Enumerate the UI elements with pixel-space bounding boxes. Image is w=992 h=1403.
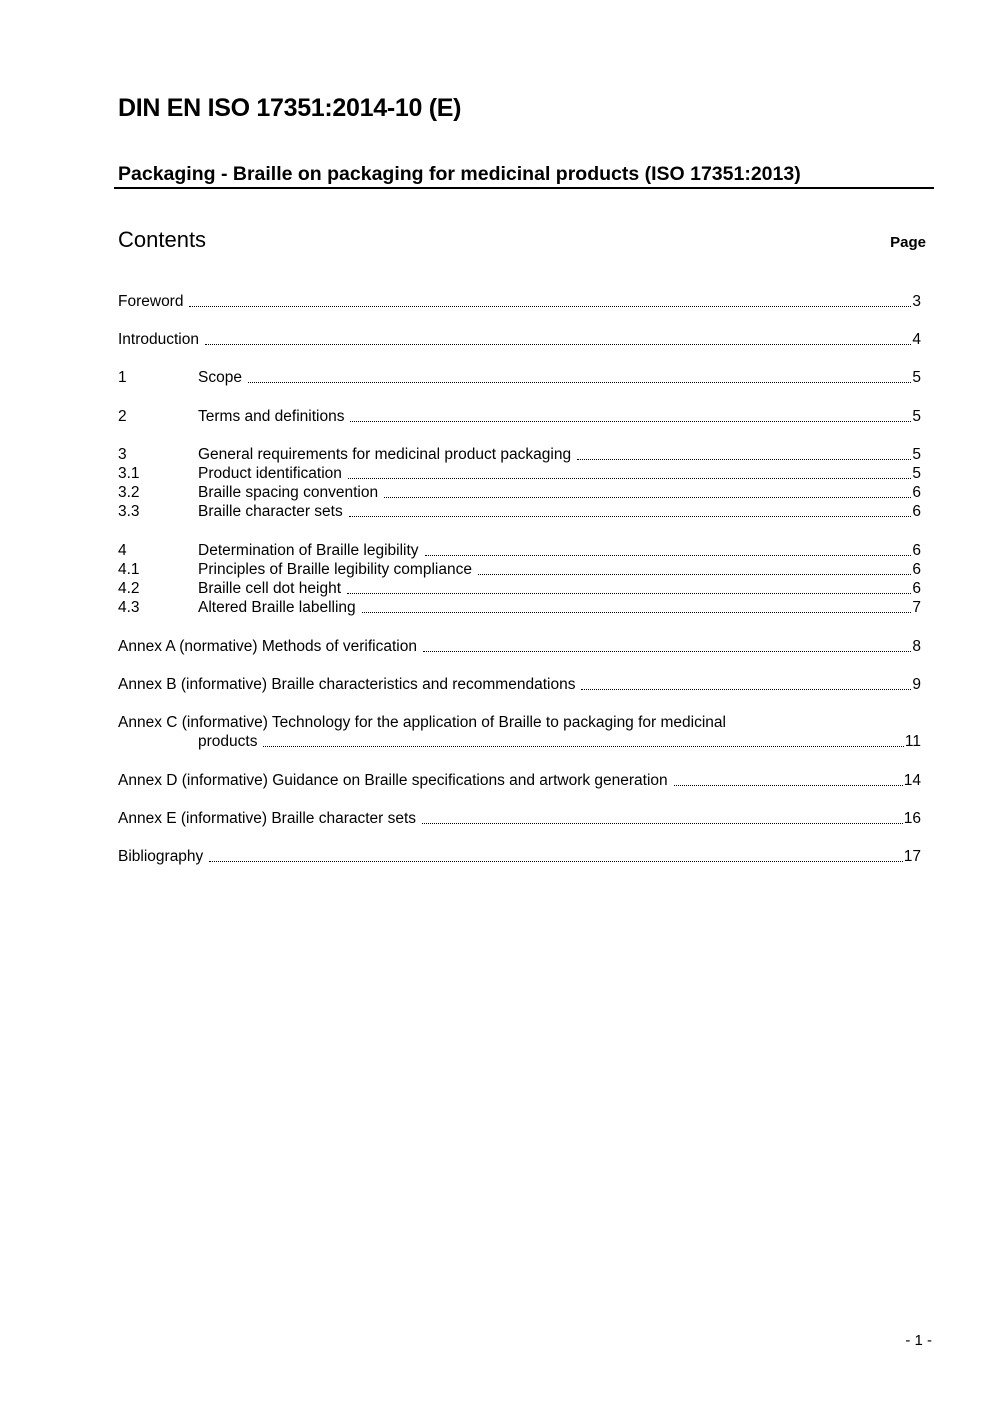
toc-entry-page: 7	[912, 599, 921, 616]
toc-entry-title: General requirements for medicinal product packaging	[198, 446, 572, 463]
toc-entry-annex-a[interactable]	[118, 637, 921, 656]
toc-leader	[478, 573, 911, 575]
toc-entry-page: 4	[912, 331, 921, 348]
document-title: DIN EN ISO 17351:2014-10 (E)	[118, 94, 462, 122]
subtitle-rule	[114, 162, 934, 189]
toc-entry-number: 4.1	[118, 561, 140, 578]
toc-leader	[425, 554, 912, 556]
toc-leader	[349, 515, 912, 517]
toc-entry-page: 11	[904, 733, 921, 750]
toc-entry-page: 3	[912, 293, 921, 310]
toc-entry-title: Terms and definitions	[198, 408, 345, 425]
toc-entry-annex-c-title[interactable]: Annex C (informative) Technology for the application of Braille to packaging for medicinal	[118, 714, 726, 731]
toc-entry-page: 6	[912, 542, 921, 559]
toc-entry-title: Annex D (informative) Guidance on Braille specifications and artwork generation	[118, 772, 668, 789]
toc-entry-title: Foreword	[118, 293, 184, 310]
toc-entry-number: 4.2	[118, 580, 140, 597]
toc-entry-page: 6	[912, 503, 921, 520]
toc-entry-number: 3.2	[118, 484, 140, 501]
toc-entry-page: 6	[912, 484, 921, 501]
toc-entry-4[interactable]	[118, 541, 921, 560]
toc-leader	[348, 477, 911, 479]
toc-entry-2[interactable]	[118, 407, 921, 426]
toc-leader	[581, 688, 911, 690]
toc-leader	[577, 458, 911, 460]
toc-entry-page: 17	[903, 848, 921, 865]
toc-leader	[248, 381, 911, 383]
toc-entry-title: Altered Braille labelling	[198, 599, 356, 616]
toc-leader	[384, 496, 911, 498]
toc-leader	[263, 745, 903, 747]
toc-leader	[189, 305, 911, 307]
toc-entry-annex-e[interactable]	[118, 809, 921, 828]
toc-leader	[674, 784, 903, 786]
toc-entry-page: 9	[912, 676, 921, 693]
toc-entry-4-2[interactable]	[118, 579, 921, 598]
footer-page-number: - 1 -	[905, 1332, 932, 1349]
toc-entry-title: Determination of Braille legibility	[198, 542, 419, 559]
toc-entry-title: Braille cell dot height	[198, 580, 342, 597]
toc-entry-page: 8	[912, 638, 921, 655]
toc-entry-bibliography[interactable]	[118, 847, 921, 866]
toc-entry-3-1[interactable]	[118, 464, 921, 483]
toc-entry-page: 5	[912, 369, 921, 386]
toc-entry-title: Principles of Braille legibility compliance	[198, 561, 472, 578]
toc-entry-title: Product identification	[198, 465, 342, 482]
toc-leader	[205, 343, 911, 345]
toc-leader	[350, 420, 911, 422]
page-column-heading: Page	[890, 234, 926, 251]
toc-entry-number: 3.1	[118, 465, 140, 482]
toc-entry-page: 6	[912, 580, 921, 597]
toc-leader	[423, 650, 911, 652]
toc-entry-title: Annex B (informative) Braille characteristics and recommendations	[118, 676, 576, 693]
toc-entry-title: Introduction	[118, 331, 199, 348]
document-subtitle: Packaging - Braille on packaging for medicinal products (ISO 17351:2013)	[118, 163, 801, 185]
toc-leader	[362, 611, 912, 613]
toc-entry-number: 4	[118, 542, 127, 559]
toc-entry-introduction[interactable]	[118, 330, 921, 349]
toc-entry-4-1[interactable]	[118, 560, 921, 579]
toc-leader	[347, 592, 911, 594]
toc-entry-number: 2	[118, 408, 127, 425]
toc-leader	[422, 822, 903, 824]
toc-entry-title: Scope	[198, 369, 242, 386]
toc-entry-title: Annex A (normative) Methods of verification	[118, 638, 417, 655]
toc-entry-page: 16	[903, 810, 921, 827]
toc-entry-page: 6	[912, 561, 921, 578]
toc-entry-3-3[interactable]	[118, 502, 921, 521]
toc-entry-title: Braille character sets	[198, 503, 343, 520]
toc-entry-1[interactable]	[118, 368, 921, 387]
toc-entry-annex-c[interactable]	[198, 732, 921, 751]
contents-heading: Contents	[118, 227, 207, 252]
toc-entry-page: 5	[912, 408, 921, 425]
toc-entry-number: 3.3	[118, 503, 140, 520]
toc-entry-3-2[interactable]	[118, 483, 921, 502]
toc-entry-3[interactable]	[118, 445, 921, 464]
toc-entry-number: 3	[118, 446, 127, 463]
toc-entry-title: Braille spacing convention	[198, 484, 379, 501]
toc-leader	[209, 860, 902, 862]
toc-entry-foreword[interactable]	[118, 292, 921, 311]
toc-entry-title-continuation: products	[198, 733, 258, 750]
toc-entry-4-3[interactable]	[118, 598, 921, 617]
toc-entry-page: 5	[912, 446, 921, 463]
toc-entry-page: 5	[912, 465, 921, 482]
toc-entry-page: 14	[903, 772, 921, 789]
toc-entry-title: Bibliography	[118, 848, 204, 865]
toc-entry-title: Annex E (informative) Braille character sets	[118, 810, 417, 827]
toc-entry-number: 4.3	[118, 599, 140, 616]
toc-entry-number: 1	[118, 369, 127, 386]
toc-entry-annex-d[interactable]	[118, 771, 921, 790]
toc-entry-annex-b[interactable]	[118, 675, 921, 694]
